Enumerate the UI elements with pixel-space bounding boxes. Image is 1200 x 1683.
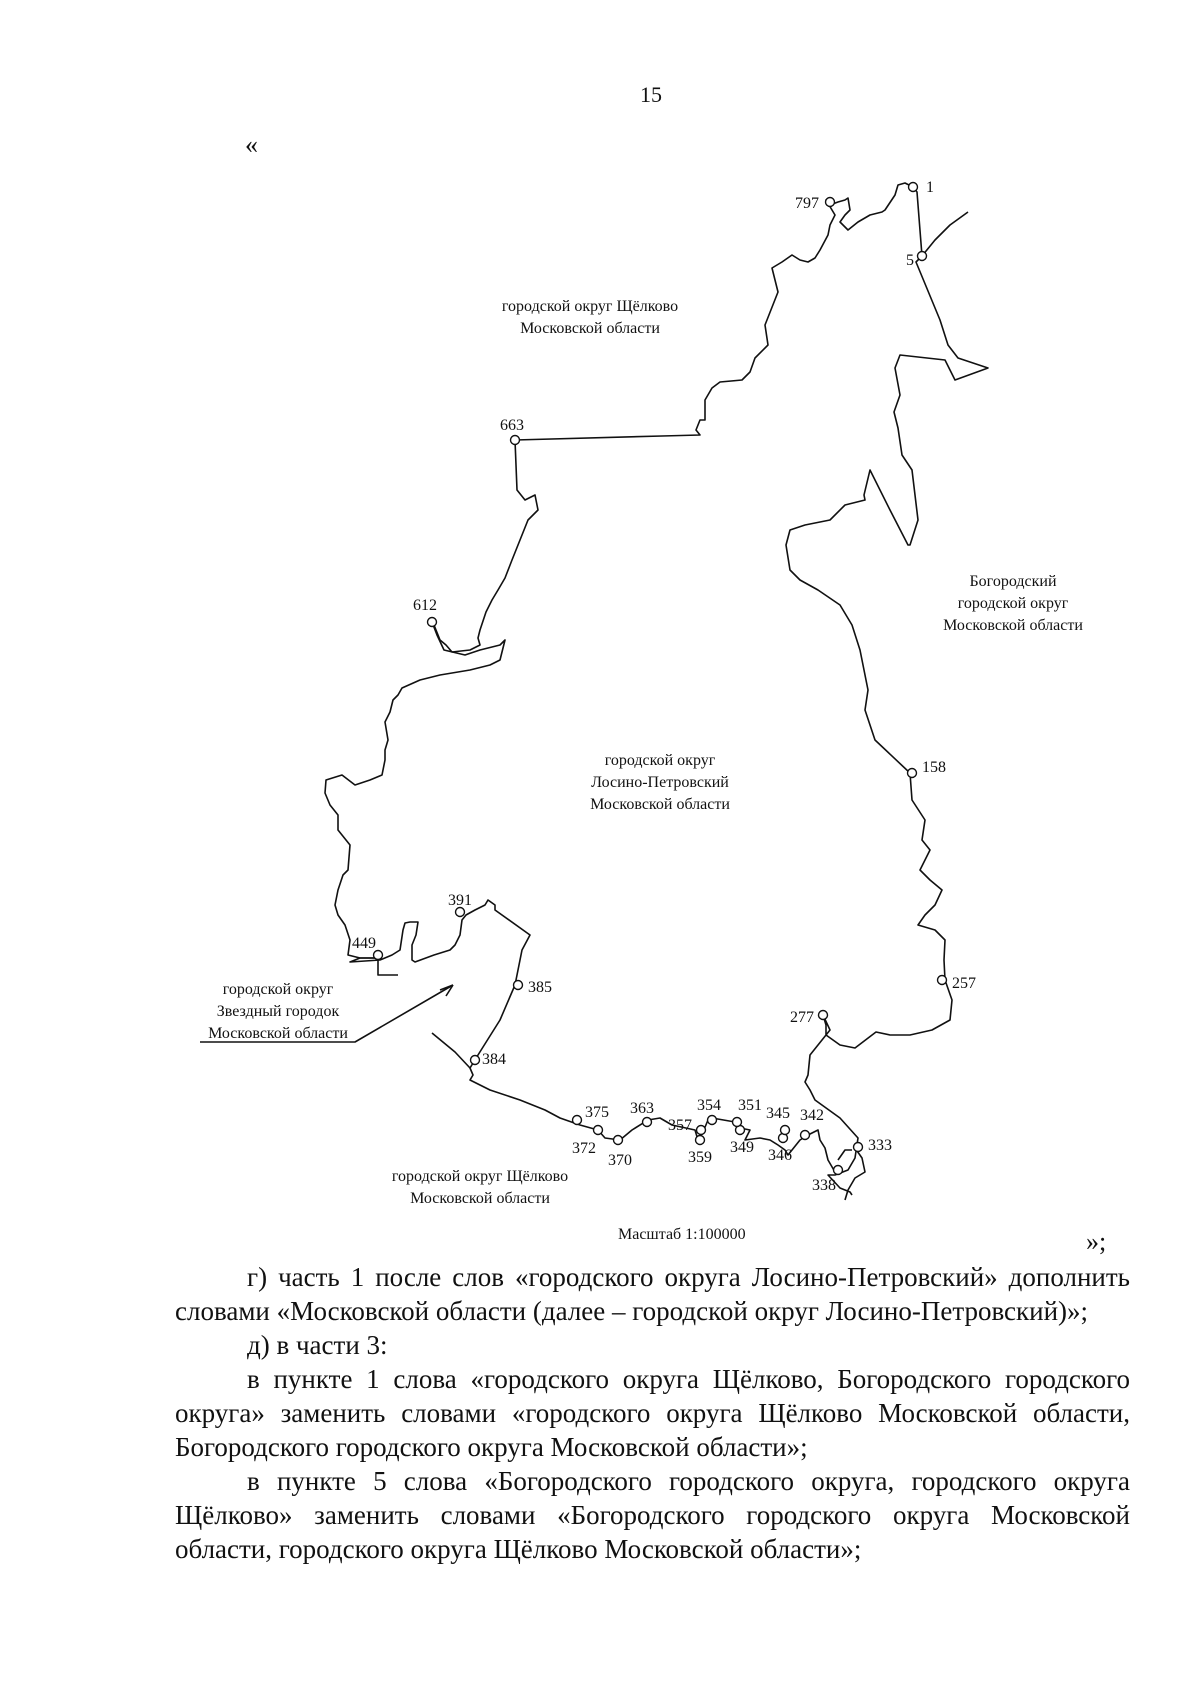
page-number: 15 xyxy=(640,82,662,107)
point-385 xyxy=(514,981,523,990)
point-label: 797 xyxy=(795,195,819,212)
point-label: 349 xyxy=(730,1139,754,1156)
boundary-line xyxy=(350,900,835,1172)
point-5 xyxy=(918,252,927,261)
point-338 xyxy=(834,1166,843,1175)
point-1 xyxy=(909,183,918,192)
point-label: 346 xyxy=(768,1147,792,1164)
point-345 xyxy=(781,1126,790,1135)
point-label: 5 xyxy=(906,252,914,269)
point-label: 338 xyxy=(812,1177,836,1194)
point-372 xyxy=(594,1126,603,1135)
point-333 xyxy=(854,1143,863,1152)
point-label: 375 xyxy=(585,1104,609,1121)
point-label: 354 xyxy=(697,1097,721,1114)
point-277 xyxy=(819,1011,828,1020)
point-label: 370 xyxy=(608,1152,632,1169)
body-text xyxy=(175,1260,1130,1566)
point-label: 277 xyxy=(790,1009,814,1026)
point-663 xyxy=(511,436,520,445)
point-label: 345 xyxy=(766,1105,790,1122)
point-359 xyxy=(696,1136,705,1145)
point-label: 363 xyxy=(630,1100,654,1117)
paragraph: д) в части 3: xyxy=(247,1330,388,1360)
point-612 xyxy=(428,618,437,627)
paragraph: в пункте 1 слова «городского округа Щёлково, Богородского городского округа» заменить словами «городского округа Щёлково Московской области, Богородского городского округа Московской области»; xyxy=(175,1364,1130,1462)
point-375 xyxy=(573,1116,582,1125)
point-label: 384 xyxy=(482,1051,506,1068)
paragraph: г) часть 1 после слов «городского округа Лосино-Петровский» дополнить словами «Московской области (далее – городской округ Лосино-Петровский)»; xyxy=(175,1262,1130,1326)
point-label: 391 xyxy=(448,892,472,909)
point-label: 359 xyxy=(688,1149,712,1166)
point-label: 351 xyxy=(738,1097,762,1114)
point-label: 663 xyxy=(500,417,524,434)
point-363 xyxy=(643,1118,652,1127)
boundary-line xyxy=(838,1150,852,1160)
boundary-line xyxy=(325,622,505,958)
map-scale: Масштаб 1:100000 xyxy=(618,1226,746,1243)
external-line xyxy=(432,1033,470,1068)
point-label: 257 xyxy=(952,975,976,992)
point-158 xyxy=(908,769,917,778)
region-label-center: городской округ Лосино-Петровский Московской области xyxy=(590,752,730,813)
point-label: 612 xyxy=(413,597,437,614)
point-357 xyxy=(697,1126,706,1135)
region-label-west: городской округ Звездный городок Московской области xyxy=(208,981,348,1042)
point-797 xyxy=(826,198,835,207)
point-342 xyxy=(801,1131,810,1140)
region-label-south: городской округ Щёлково Московской области xyxy=(391,1168,569,1207)
point-370 xyxy=(614,1136,623,1145)
closing-quote: »; xyxy=(1086,1227,1107,1256)
region-label-east: Богородский городской округ Московской области xyxy=(943,573,1083,634)
point-label: 1 xyxy=(926,179,934,196)
point-label: 357 xyxy=(668,1117,692,1134)
point-351 xyxy=(733,1118,742,1127)
point-384 xyxy=(471,1056,480,1065)
boundary-line xyxy=(432,440,538,652)
point-label: 449 xyxy=(352,935,376,952)
point-label: 372 xyxy=(572,1140,596,1157)
point-label: 385 xyxy=(528,979,552,996)
pointer-arrowhead xyxy=(440,985,453,996)
paragraph: в пункте 5 слова «Богородского городского округа, городского округа Щёлково» заменить словами «Богородского городского округа Московской области, городского округа Щёлково Московской области»; xyxy=(175,1466,1130,1564)
region-label-north: городской округ Щёлково Московской области xyxy=(501,298,679,337)
boundary-line xyxy=(786,187,988,1195)
opening-quote: « xyxy=(245,130,258,159)
point-label: 158 xyxy=(922,759,946,776)
external-line xyxy=(922,212,968,256)
point-354 xyxy=(708,1116,717,1125)
point-257 xyxy=(938,976,947,985)
point-label: 333 xyxy=(868,1137,892,1154)
point-label: 342 xyxy=(800,1107,824,1124)
